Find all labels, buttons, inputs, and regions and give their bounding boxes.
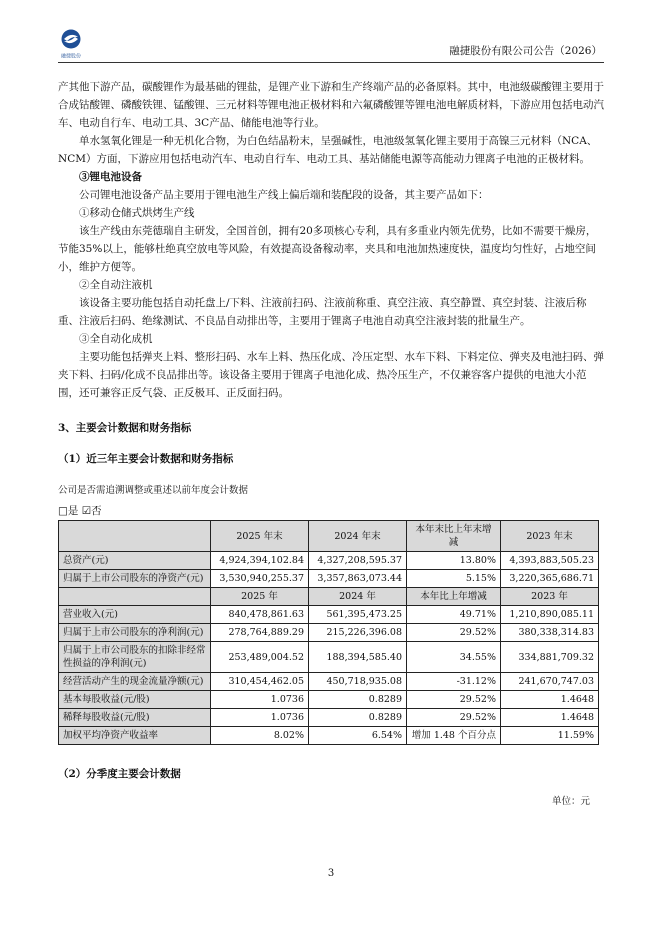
- value-cell: 278,764,889.29: [211, 624, 309, 642]
- table-header-cell: 2024 年: [309, 588, 407, 606]
- paragraph-equipment-intro: 公司锂电池设备产品主要用于锂电池生产线上偏后端和装配段的设备，其主要产品如下：: [79, 189, 489, 201]
- value-cell: 8.02%: [211, 727, 309, 745]
- item-baking-line-title: ①移动仓储式烘烤生产线: [79, 207, 195, 219]
- company-logo: [58, 28, 84, 60]
- value-cell: 3,220,365,686.71: [501, 570, 599, 588]
- value-cell: 49.71%: [407, 606, 501, 624]
- value-cell: 29.52%: [407, 709, 501, 727]
- table-corner-cell: [59, 521, 211, 552]
- table-header-cell: 2024 年末: [309, 521, 407, 552]
- heading-battery-equipment: ③锂电池设备: [79, 171, 142, 183]
- table-header-cell: 2025 年末: [211, 521, 309, 552]
- row-label-cell: 归属于上市公司股东的净资产(元): [59, 570, 211, 588]
- row-label-cell: 稀释每股收益(元/股): [59, 709, 211, 727]
- row-label-cell: 总资产(元): [59, 552, 211, 570]
- page-content: [58, 78, 604, 811]
- item-baking-line-text: 该生产线由东莞德瑞自主研发，全国首创，拥有20多项核心专利，具有多重业内领先优势，比如不需要干燥房，节能35%以上，能够杜绝真空放电等风险，有效提高设备稼动率，夹具和电池加热速度快，温度均匀性好，占地空间小，维护方便等。: [58, 225, 597, 273]
- value-cell: 4,924,394,102.84: [211, 552, 309, 570]
- restatement-question: 公司是否需追溯调整或重述以前年度会计数据: [58, 485, 249, 496]
- subsection-heading-three-year: （1）近三年主要会计数据和财务指标: [58, 453, 234, 465]
- value-cell: 29.52%: [407, 624, 501, 642]
- value-cell: 1.4648: [501, 709, 599, 727]
- value-cell: 450,718,935.08: [309, 673, 407, 691]
- value-cell: 6.54%: [309, 727, 407, 745]
- financial-indicators-table: [58, 520, 599, 745]
- item-injection-machine-text: 该设备主要功能包括自动托盘上/下料、注液前扫码、注液前称重、真空注液、真空静置、真空封装、注液后称重、注液后扫码、绝缘测试、不良品自动排出等，主要用于锂离子电池自动真空注液封装的批量生产。: [58, 297, 587, 327]
- table-row: [59, 727, 599, 745]
- svg-text:融捷股份: 融捷股份: [60, 53, 82, 60]
- value-cell: 840,478,861.63: [211, 606, 309, 624]
- paragraph-lithium-carbonate: 产其他下游产品，碳酸锂作为最基础的锂盐，是锂产业下游和生产终端产品的必备原料。其中，电池级碳酸锂主要用于合成钴酸锂、磷酸铁锂、锰酸锂、三元材料等锂电池正极材料和六氟磷酸锂等锂电池电解质材料，下游应用包括电动汽车、电动自行车、电动工具、3C产品、储能电池等行业。: [58, 81, 604, 129]
- row-label-cell: 经营活动产生的现金流量净额(元): [59, 673, 211, 691]
- paragraph-lithium-hydroxide: 单水氢氧化锂是一种无机化合物，为白色结晶粉末，呈强碱性，电池级氢氧化锂主要用于高镍三元材料（NCA、NCM）方面，下游应用包括电动汽车、电动自行车、电动工具、基站储能电源等高能动力锂离子电池的正极材料。: [58, 135, 598, 165]
- table-row: [59, 606, 599, 624]
- table-corner-cell: [59, 588, 211, 606]
- value-cell: 11.59%: [501, 727, 599, 745]
- section-heading-accounting-data: 3、主要会计数据和财务指标: [58, 422, 192, 434]
- value-cell: 3,530,940,255.37: [211, 570, 309, 588]
- row-label-cell: 加权平均净资产收益率: [59, 727, 211, 745]
- value-cell: 253,489,004.52: [211, 642, 309, 673]
- table-row: [59, 552, 599, 570]
- row-label-cell: 基本每股收益(元/股): [59, 691, 211, 709]
- value-cell: 215,226,396.08: [309, 624, 407, 642]
- value-cell: 0.8289: [309, 709, 407, 727]
- value-cell: 561,395,473.25: [309, 606, 407, 624]
- value-cell: 188,394,585.40: [309, 642, 407, 673]
- value-cell: -31.12%: [407, 673, 501, 691]
- table-header-row: [59, 588, 599, 606]
- value-cell: 增加 1.48 个百分点: [407, 727, 501, 745]
- value-cell: 1,210,890,085.11: [501, 606, 599, 624]
- value-cell: 4,327,208,595.37: [309, 552, 407, 570]
- table-header-cell: 本年比上年增减: [407, 588, 501, 606]
- item-formation-machine-title: ③全自动化成机: [79, 333, 153, 345]
- value-cell: 380,338,314.83: [501, 624, 599, 642]
- unit-label: 单位：元: [551, 796, 590, 807]
- table-header-cell: 2023 年: [501, 588, 599, 606]
- header-title: 融捷股份有限公司公告（2026）: [449, 45, 602, 57]
- value-cell: 13.80%: [407, 552, 501, 570]
- value-cell: 4,393,883,505.23: [501, 552, 599, 570]
- value-cell: 241,670,747.03: [501, 673, 599, 691]
- row-label-cell: 归属于上市公司股东的扣除非经常性损益的净利润(元): [59, 642, 211, 673]
- table-header-cell: 本年末比上年末增减: [407, 521, 501, 552]
- table-row: [59, 624, 599, 642]
- table-row: [59, 691, 599, 709]
- value-cell: 1.4648: [501, 691, 599, 709]
- table-row: [59, 673, 599, 691]
- subsection-heading-quarterly: （2）分季度主要会计数据: [58, 768, 181, 780]
- value-cell: 334,881,709.32: [501, 642, 599, 673]
- table-header-cell: 2023 年末: [501, 521, 599, 552]
- table-row: [59, 709, 599, 727]
- value-cell: 310,454,462.05: [211, 673, 309, 691]
- value-cell: 1.0736: [211, 691, 309, 709]
- table-header-cell: 2025 年: [211, 588, 309, 606]
- item-injection-machine-title: ②全自动注液机: [79, 279, 153, 291]
- row-label-cell: 营业收入(元): [59, 606, 211, 624]
- value-cell: 3,357,863,073.44: [309, 570, 407, 588]
- table-header-row: [59, 521, 599, 552]
- value-cell: 1.0736: [211, 709, 309, 727]
- restatement-checkbox: □是 ☑否: [58, 505, 102, 517]
- value-cell: 0.8289: [309, 691, 407, 709]
- row-label-cell: 归属于上市公司股东的净利润(元): [59, 624, 211, 642]
- item-formation-machine-text: 主要功能包括弹夹上料、整形扫码、水车上料、热压化成、冷压定型、水车下料、下料定位、弹夹及电池扫码、弹夹下料、扫码/化成不良品排出等。该设备主要用于锂离子电池化成、热冷压生产，不仅兼容客户提供的电池大小范围，还可兼容正反气袋、正反极耳、正反面扫码。: [58, 351, 604, 399]
- table-row: [59, 642, 599, 673]
- value-cell: 34.55%: [407, 642, 501, 673]
- value-cell: 29.52%: [407, 691, 501, 709]
- table-row: [59, 570, 599, 588]
- value-cell: 5.15%: [407, 570, 501, 588]
- page-header: [58, 28, 604, 63]
- page-number: 3: [327, 868, 335, 879]
